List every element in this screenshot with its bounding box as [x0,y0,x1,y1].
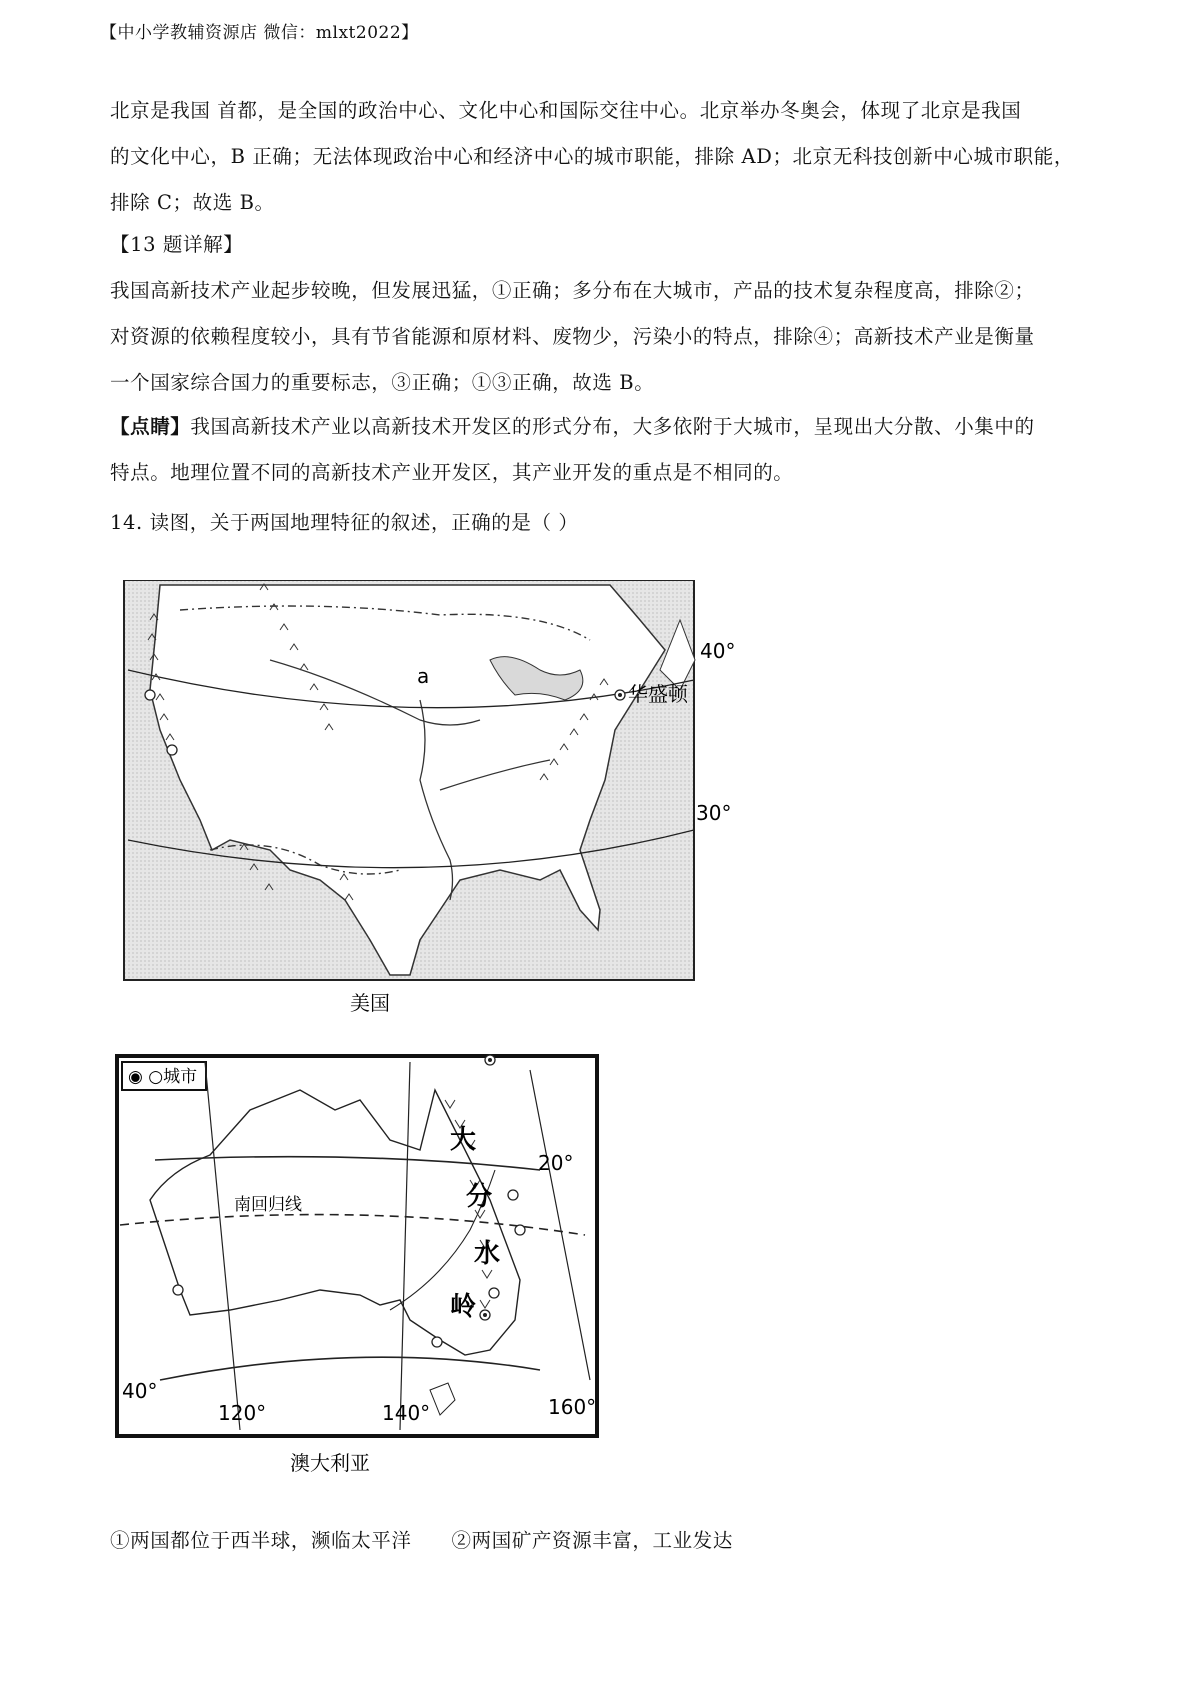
range-char: 岭 [450,1292,477,1322]
city-marker [432,1337,442,1347]
city-marker-west [145,690,155,700]
washington-label: 华盛顿 [628,682,688,706]
washington-marker-dot [618,693,622,697]
tip-label: 【点睛】 [110,415,191,438]
question-14-text: 14. 读图，关于两国地理特征的叙述，正确的是（ ） [110,511,579,534]
answer-12-paragraph [110,88,1100,226]
lat-20-label: 20° [538,1151,574,1175]
answer-13-paragraph [110,268,1100,406]
answer-options [110,1525,733,1553]
lon-160-label: 160° [548,1395,597,1419]
legend-city: ◉ ○城市 [128,1067,198,1087]
river-label-a: a [417,664,430,688]
option-1: ①两国都位于西半球，濒临太平洋 [110,1529,412,1552]
city-marker [489,1288,499,1298]
lat-30-label: 30° [696,801,732,825]
lon-120-label: 120° [218,1401,267,1425]
australia-map [110,1050,670,1510]
answer-13-line: 一个国家综合国力的重要标志，③正确；①③正确，故选 B。 [110,371,655,394]
tip-paragraph [110,404,1100,496]
page-header: 【中小学教辅资源店 微信：mlxt2022】 [100,23,419,43]
city-marker [173,1285,183,1295]
range-char: 分 [466,1182,493,1212]
au-map-caption: 澳大利亚 [290,1451,370,1475]
answer-13-line: 我国高新技术产业起步较晚，但发展迅猛，①正确；多分布在大城市，产品的技术复杂程度高，排除②； [110,279,1035,302]
us-map-caption: 美国 [350,991,390,1015]
answer-12-line: 的文化中心，B 正确；无法体现政治中心和经济中心的城市职能，排除 AD；北京无科技创新中心城市职能， [110,145,1074,168]
answer-12-line: 北京是我国 首都，是全国的政治中心、文化中心和国际交往中心。北京举办冬奥会，体现了北京是我国 [110,99,1022,122]
city-marker [508,1190,518,1200]
answer-13-line: 对资源的依赖程度较小，具有节省能源和原材料、废物少，污染小的特点，排除④；高新技术产业是衡量 [110,325,1035,348]
tropic-label: 南回归线 [234,1195,302,1215]
lat-40-label: 40° [122,1379,158,1403]
range-char: 大 [450,1125,477,1155]
city-marker-west [167,745,177,755]
tip-line-1 [110,404,1100,450]
city-marker-dot [488,1058,492,1062]
range-char: 水 [474,1239,501,1269]
answer-12-line: 排除 C；故选 B。 [110,191,275,214]
q13-heading-text: 【13 题详解】 [110,233,244,256]
city-marker-dot [483,1313,487,1317]
tip-text: 我国高新技术产业以高新技术开发区的形式分布，大多依附于大城市，呈现出大分散、小集中的 [190,415,1035,438]
lon-140-label: 140° [382,1401,431,1425]
q13-heading [110,222,1100,268]
usa-map [120,580,800,1030]
city-marker [515,1225,525,1235]
question-14 [110,500,1100,546]
option-2: ②两国矿产资源丰富，工业发达 [451,1529,733,1552]
lat-40-label: 40° [700,639,736,663]
tip-line-2: 特点。地理位置不同的高新技术产业开发区，其产业开发的重点是不相同的。 [110,461,794,484]
